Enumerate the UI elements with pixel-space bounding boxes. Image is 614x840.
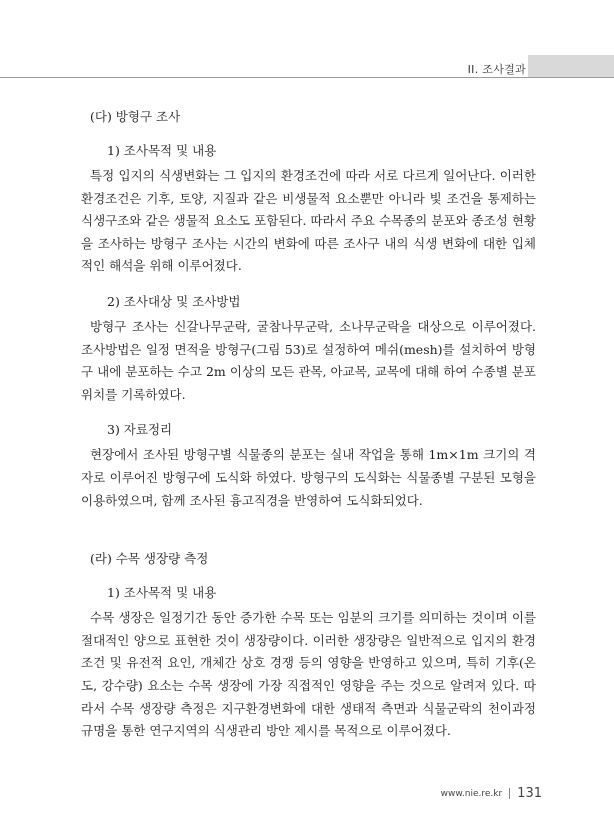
page-footer [441,786,542,801]
paragraph-method: 방형구 조사는 신갈나무군락, 굴참나무군락, 소나무군락을 대상으로 이루어졌다. 조사방법은 일정 면적을 방형구(그림 53)로 설정하여 메쉬(mesh)를 설치하여 방형구 내에 분포하는 수고 2m 이상의 모든 관목, 아교목, 교목에 대해 하여 수종별 분포 위치를 기록하였다. [81,318,536,402]
subsection-title-data: 3) 자료정리 [107,422,173,438]
paragraph-data: 현장에서 조사된 방형구별 식물종의 분포는 실내 작업을 통해 1m×1m 크기의 격자로 이루어진 방형구에 도식화 하였다. 방형구의 도식화는 식물종별 구분된 모형을 이용하였으며, 함께 조사된 흉고직경을 반영하여 도식화되었다. [81,447,536,508]
page-number: 131 [517,786,542,801]
paragraph-purpose: 특정 입지의 식생변화는 그 입지의 환경조건에 따라 서로 다르게 일어난다. 이러한 환경조건은 기후, 토양, 지질과 같은 비생물적 요소뿐만 아니라 빛 조건을 통제하는 식생구조와 같은 생물적 요소도 포함된다. 따라서 주요 수목종의 분포와 종조성 현황을 조사하는 방형구 조사는 시간의 변화에 따른 조사구 내의 식생 변화에 대한 입체적인 해석을 위해 이루어졌다. [81,168,536,274]
footer-site-url: www.nie.re.kr [440,788,503,799]
footer-separator [509,788,510,799]
section-title-growth: (라) 수목 생장량 측정 [90,551,209,567]
page-body [81,98,536,743]
subsection-title-purpose: 1) 조사목적 및 내용 [107,143,217,158]
chapter-label: II. 조사결과 [467,63,526,76]
subsection-title-growth-purpose: 1) 조사목적 및 내용 [107,585,217,601]
header-tab-block [528,55,614,77]
subsection-title-method: 2) 조사대상 및 조사방법 [107,293,241,309]
section-gap [81,512,536,540]
page-header [0,0,614,78]
paragraph-growth-purpose: 수목 생장은 일정기간 동안 증가한 수목 또는 임분의 크기를 의미하는 것이며 이를 절대적인 양으로 표현한 것이 생장량이다. 이러한 생장량은 일반적으로 입지의 환경조건 및 유전적 요인, 개체간 상호 경쟁 등의 영향을 반영하고 있으며, 특히 기후(온도, 강수량) 요소는 수목 생장에 가장 직접적인 영향을 주는 것으로 알려져 있다. 따라서 수목 생장량 측정은 지구환경변화에 대한 생태적 측면과 식물군락의 천이과정 규명을 통한 연구지역의 식생관리 방안 제시를 목적으로 이루어졌다. [81,610,536,739]
section-title-quadrat: (다) 방형구 조사 [90,109,181,124]
